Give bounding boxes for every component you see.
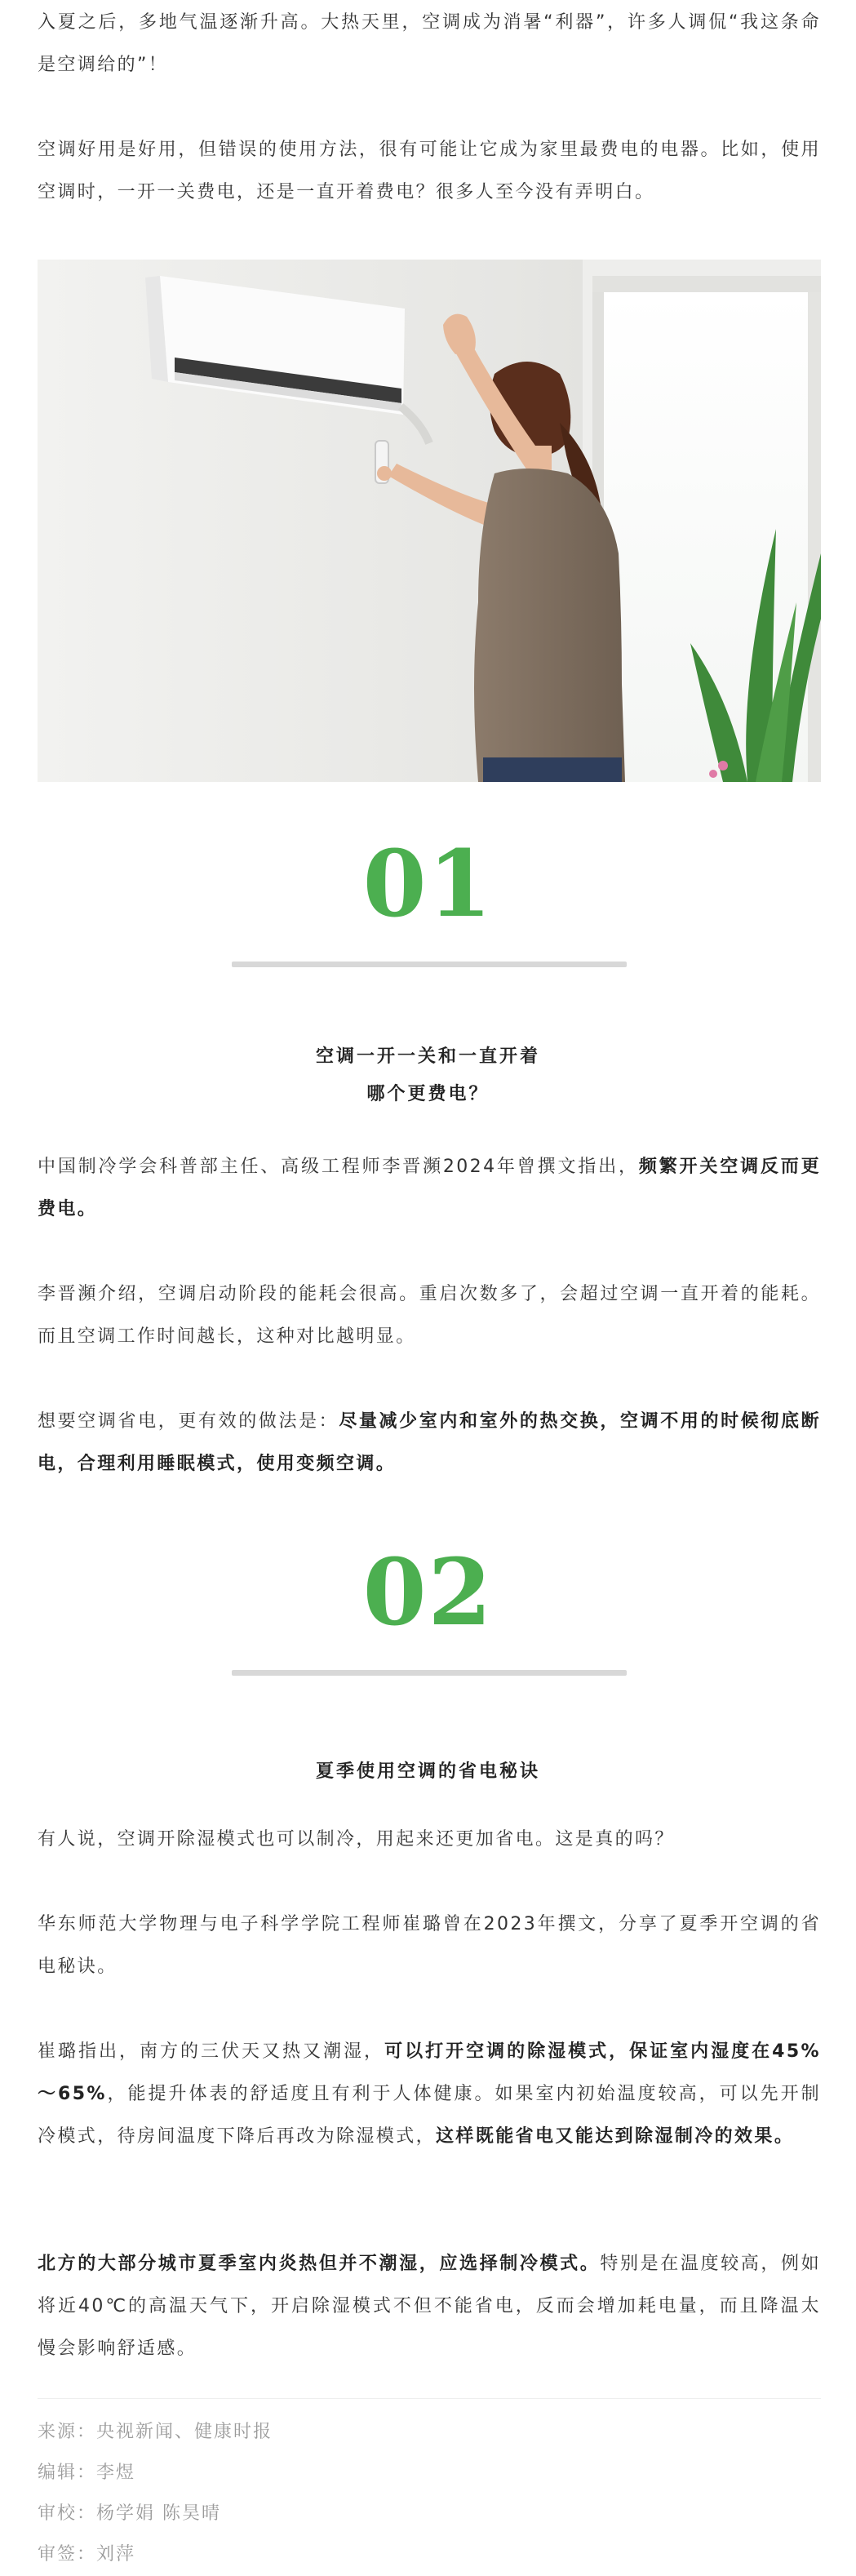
section2-paragraph-3: 崔璐指出，南方的三伏天又热又潮湿，可以打开空调的除湿模式，保证室内湿度在45%～65%，能提升体表的舒适度且有利于人体健康。如果室内初始温度较高，可以先开制冷模式，待房间温度下降后再改为除湿模式，这样既能省电又能达到除湿制冷的效果。 <box>38 2041 821 2147</box>
intro-paragraph-2: 空调好用是好用，但错误的使用方法，很有可能让它成为家里最费电的电器。比如，使用空调时，一开一关费电，还是一直开着费电？很多人至今没有弄明白。 <box>38 140 821 202</box>
section2-paragraph-2: 华东师范大学物理与电子科学学院工程师崔璐曾在2023年撰文，分享了夏季开空调的省电秘诀。 <box>38 1914 821 1977</box>
section1-paragraph-2: 李晋瀕介绍，空调启动阶段的能耗会很高。重启次数多了，会超过空调一直开着的能耗。而且空调工作时间越长，这种对比越明显。 <box>38 1284 821 1347</box>
section-heading-1-line-1: 空调一开一关和一直开着 <box>315 1046 540 1067</box>
credit-approver: 审签：刘萍 <box>38 2544 136 2565</box>
section1-paragraph-1-emphasis: 频繁开关空调反而更费电。 <box>38 1157 821 1219</box>
section-number-01: 01 <box>362 831 494 938</box>
credit-source: 来源：央视新闻、健康时报 <box>38 2422 273 2442</box>
credit-editor: 编辑：李煜 <box>38 2463 136 2483</box>
section2-paragraph-4-emphasis: 北方的大部分城市夏季室内炎热但并不潮湿，应选择制冷模式。 <box>38 2254 601 2274</box>
section-number-02: 02 <box>362 1539 494 1646</box>
section2-paragraph-4: 北方的大部分城市夏季室内炎热但并不潮湿，应选择制冷模式。特别是在温度较高，例如将近40℃的高温天气下，开启除湿模式不但不能省电，反而会增加耗电量，而且降温太慢会影响舒适感。 <box>38 2254 821 2359</box>
section-heading-2: 夏季使用空调的省电秘诀 <box>315 1761 540 1782</box>
section2-paragraph-3-emphasis-1: 可以打开空调的除湿模式，保证室内湿度在45%～65% <box>38 2041 821 2104</box>
hero-image-air-conditioner <box>38 260 821 782</box>
section2-paragraph-3-emphasis-2: 这样既能省电又能达到除湿制冷的效果。 <box>436 2126 795 2147</box>
section1-paragraph-1: 中国制冷学会科普部主任、高级工程师李晋瀕2024年曾撰文指出，频繁开关空调反而更费电。 <box>38 1157 821 1219</box>
credit-reviewer: 审校：杨学娟 陈昊晴 <box>38 2503 221 2524</box>
intro-paragraph-1: 入夏之后，多地气温逐渐升高。大热天里，空调成为消暑“利器”，许多人调侃“我这条命是空调给的”！ <box>38 12 821 75</box>
section1-paragraph-3: 想要空调省电，更有效的做法是：尽量减少室内和室外的热交换，空调不用的时候彻底断电，合理利用睡眠模式，使用变频空调。 <box>38 1411 821 1474</box>
section-divider-01 <box>232 962 627 967</box>
section1-paragraph-3-emphasis: 尽量减少室内和室外的热交换，空调不用的时候彻底断电，合理利用睡眠模式，使用变频空调。 <box>38 1411 821 1474</box>
section2-paragraph-1: 有人说，空调开除湿模式也可以制冷，用起来还更加省电。这是真的吗？ <box>38 1829 675 1850</box>
credits-divider <box>38 2398 821 2399</box>
section-divider-02 <box>232 1670 627 1676</box>
section-heading-1-line-2: 哪个更费电？ <box>366 1084 490 1104</box>
